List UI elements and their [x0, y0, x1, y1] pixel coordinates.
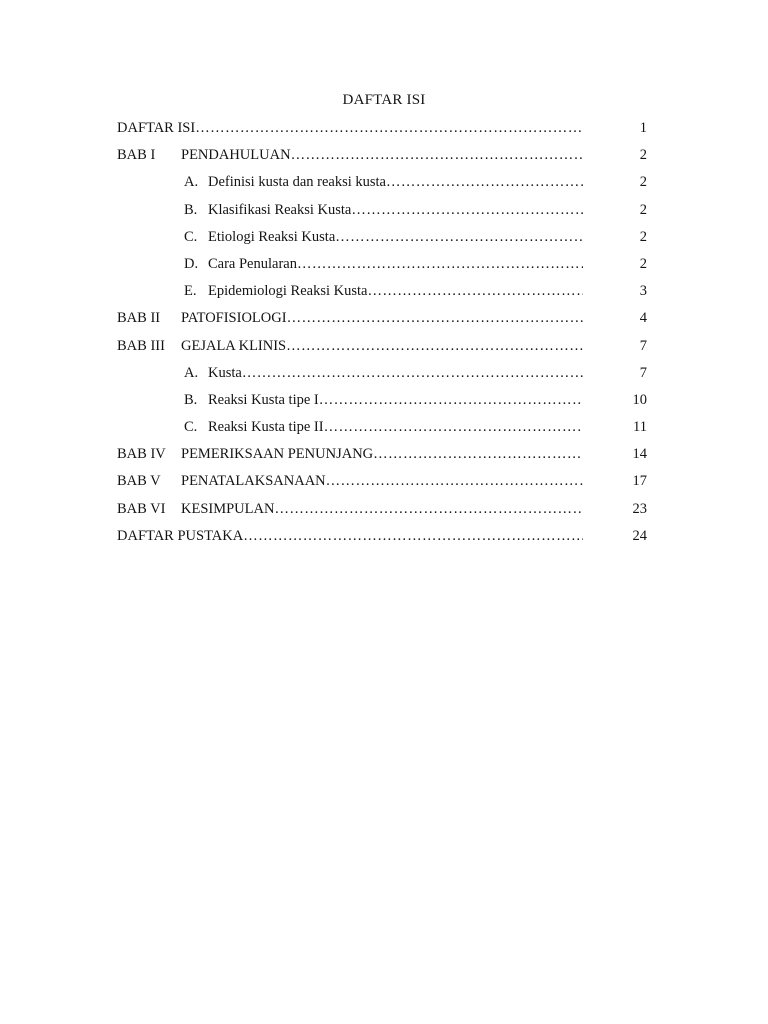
toc-entry — [117, 336, 647, 363]
toc-entry-title — [181, 336, 583, 356]
toc-chapter-number: BAB I — [117, 147, 156, 164]
toc-entry-label: DAFTAR ISI — [117, 120, 196, 136]
toc-entry-label: PATOFISIOLOGI — [181, 310, 287, 327]
toc-page-number: 2 — [639, 201, 647, 218]
toc-entry — [117, 281, 647, 308]
toc-entry-title — [208, 363, 583, 383]
toc-dot-leader — [326, 473, 583, 489]
toc-entry — [117, 118, 647, 145]
toc-dot-leader — [324, 419, 583, 435]
toc-entry-title — [181, 499, 583, 519]
toc-entry-label: PENDAHULUAN — [181, 147, 291, 164]
toc-dot-leader — [243, 528, 583, 544]
toc-entry — [117, 227, 647, 254]
toc-dot-leader — [335, 229, 583, 245]
toc-dot-leader — [242, 365, 583, 381]
toc-chapter-number: BAB VI — [117, 500, 166, 517]
toc-entry-label: Kusta — [208, 364, 242, 381]
toc-entry-label: Klasifikasi Reaksi Kusta — [208, 201, 352, 218]
toc-dot-leader — [195, 120, 583, 136]
toc-dot-leader — [297, 256, 583, 272]
toc-entry-title — [181, 308, 583, 328]
toc-item-letter: E. — [184, 283, 197, 300]
toc-entry-label: PEMERIKSAAN PENUNJANG — [181, 446, 374, 463]
toc-item-letter: B. — [184, 391, 198, 408]
toc-chapter-number: BAB V — [117, 473, 161, 490]
toc-list — [117, 118, 647, 553]
toc-entry — [117, 417, 647, 444]
toc-page-number: 23 — [632, 500, 647, 517]
toc-item-letter: C. — [184, 228, 198, 245]
toc-dot-leader — [373, 446, 583, 462]
toc-entry-label: Reaksi Kusta tipe II — [208, 419, 324, 436]
toc-entry — [117, 471, 647, 498]
toc-page-number: 10 — [632, 391, 647, 408]
toc-page-number: 3 — [639, 283, 647, 300]
toc-dot-leader — [274, 501, 583, 517]
toc-entry — [117, 308, 647, 335]
toc-entry — [117, 363, 647, 390]
toc-entry-label: GEJALA KLINIS — [181, 337, 287, 354]
toc-entry-label: Definisi kusta dan reaksi kusta — [208, 174, 386, 191]
toc-dot-leader — [286, 338, 583, 354]
toc-entry-label: Reaksi Kusta tipe I — [208, 391, 319, 408]
toc-page-number: 7 — [639, 337, 647, 354]
toc-item-letter: C. — [184, 419, 198, 436]
toc-entry-title — [208, 200, 583, 220]
toc-entry-title — [208, 390, 583, 410]
toc-entry-title — [208, 172, 583, 192]
toc-entry-label: KESIMPULAN — [181, 500, 275, 517]
toc-entry — [117, 172, 647, 199]
toc-entry-label: Epidemiologi Reaksi Kusta — [208, 283, 368, 300]
toc-entry — [117, 390, 647, 417]
toc-item-letter: B. — [184, 201, 198, 218]
toc-entry — [117, 526, 647, 553]
toc-item-letter: D. — [184, 255, 199, 272]
toc-entry-label: Etiologi Reaksi Kusta — [208, 228, 336, 245]
toc-entry-label: PENATALAKSANAAN — [181, 473, 326, 490]
toc-entry-title — [117, 526, 583, 546]
toc-entry — [117, 444, 647, 471]
toc-page-number: 24 — [632, 527, 647, 544]
toc-entry-title — [117, 118, 583, 138]
toc-chapter-number: BAB IV — [117, 446, 166, 463]
toc-dot-leader — [319, 392, 583, 408]
toc-page-number: 2 — [639, 147, 647, 164]
toc-entry-title — [181, 444, 583, 464]
toc-page-number: 11 — [633, 419, 647, 436]
toc-entry — [117, 145, 647, 172]
toc-item-letter: A. — [184, 174, 199, 191]
toc-dot-leader — [386, 174, 583, 190]
toc-item-letter: A. — [184, 364, 199, 381]
toc-page-number: 7 — [639, 364, 647, 381]
toc-dot-leader — [367, 283, 583, 299]
toc-entry-title — [208, 281, 583, 301]
toc-page-number: 2 — [639, 174, 647, 191]
toc-page-number: 1 — [639, 120, 647, 136]
toc-page-number: 4 — [639, 310, 647, 327]
toc-entry-title — [181, 471, 583, 491]
toc-dot-leader — [351, 202, 583, 218]
toc-entry-title — [208, 417, 583, 437]
toc-entry-label: DAFTAR PUSTAKA — [117, 527, 244, 544]
toc-page-number: 14 — [632, 446, 647, 463]
toc-entry-title — [208, 254, 583, 274]
toc-entry — [117, 254, 647, 281]
toc-dot-leader — [291, 147, 583, 163]
page-title: DAFTAR ISI — [342, 92, 426, 108]
toc-entry-label: Cara Penularan — [208, 255, 297, 272]
toc-page-number: 17 — [632, 473, 647, 490]
toc-page-number: 2 — [639, 255, 647, 272]
toc-entry — [117, 499, 647, 526]
toc-entry-title — [181, 145, 583, 165]
toc-entry — [117, 200, 647, 227]
toc-entry-title — [208, 227, 583, 247]
toc-dot-leader — [287, 310, 583, 326]
toc-chapter-number: BAB II — [117, 310, 161, 327]
toc-page-number: 2 — [639, 228, 647, 245]
toc-chapter-number: BAB III — [117, 337, 165, 354]
